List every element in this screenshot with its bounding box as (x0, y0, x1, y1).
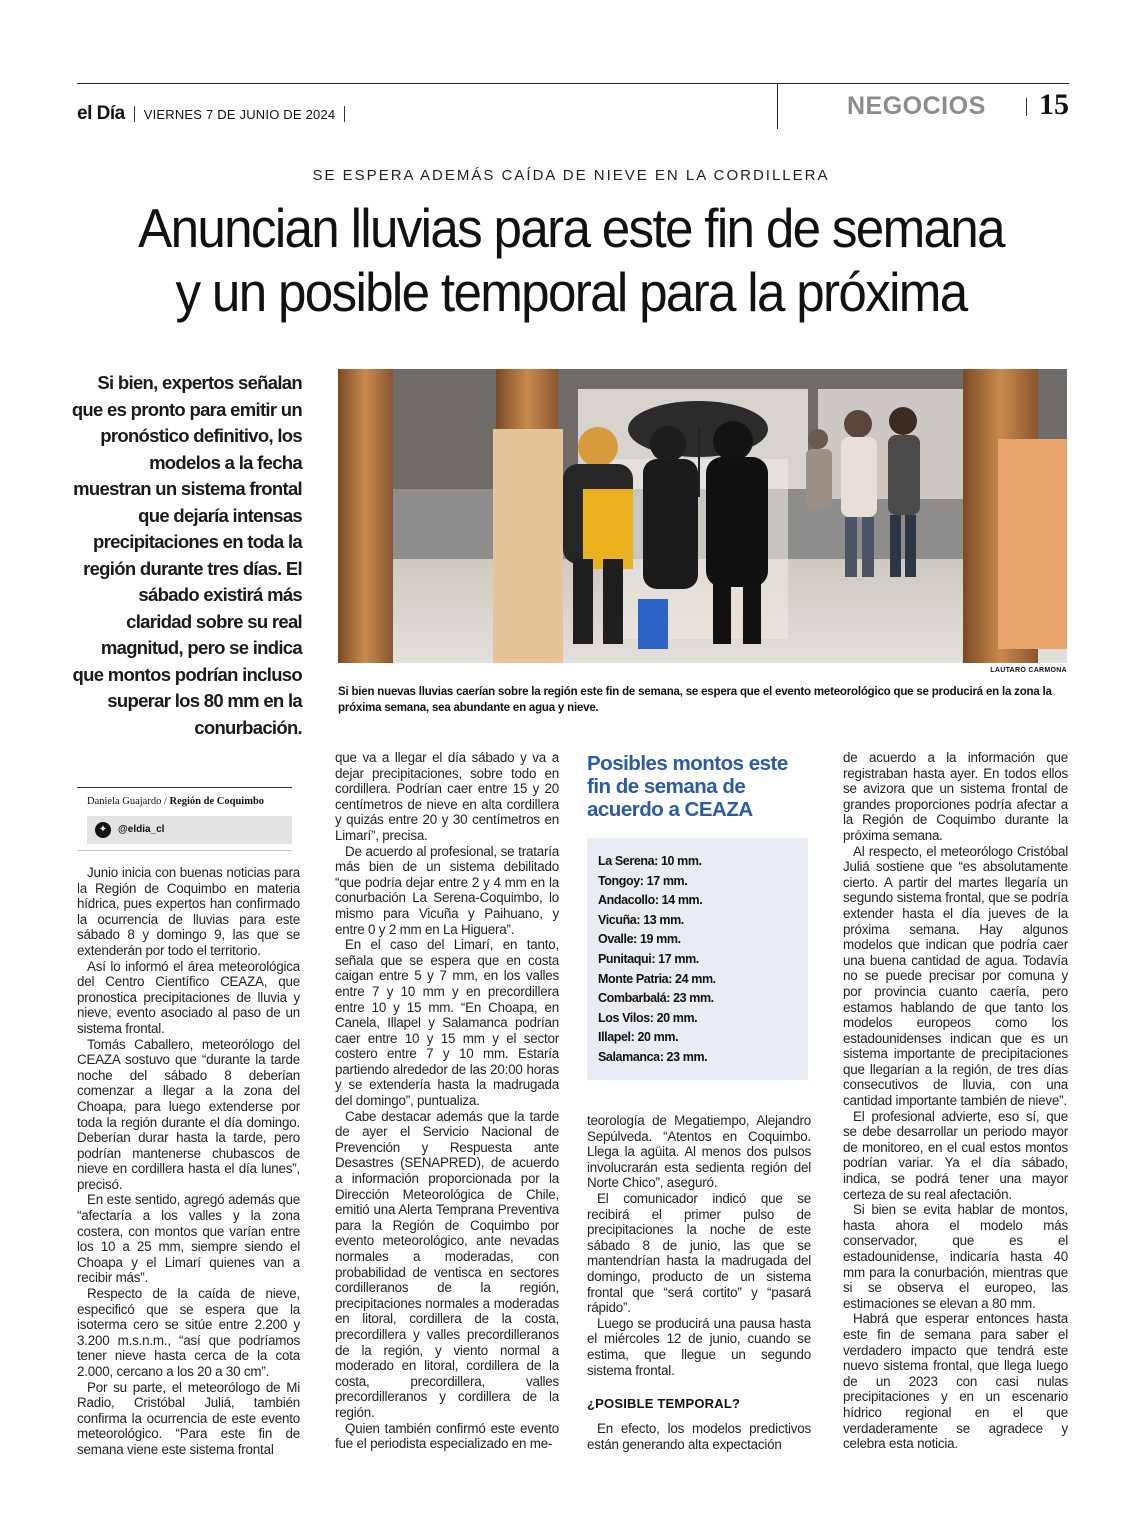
paragraph: El comunicador indicó que se recibirá el primer pulso de precipitaciones la noche de este sábado 8 de junio, las que se mantendrían hasta la madrugada del domingo, producto de un sistema frontal que “será cortito” y “pasará rápido”. (587, 1190, 811, 1316)
paragraph: En el caso del Limarí, en tanto, señala que se espera que en costa caigan entre 5 y 7 mm, en los valles entre 7 y 10 mm y en precordillera entre 10 y 15 mm. “En Choapa, en Canela, Illapel y Salamanca podrían caer entre 10 y 15 mm y el sector costero entre 7 y 10 mm. Estaría partiendo alrededor de las 20:00 horas y se extendería hasta la madrugada del domingo”, puntualiza. (335, 937, 559, 1109)
header-divider (777, 83, 778, 129)
paragraph: De acuerdo al profesional, se trataría más bien de un sistema debilitado “que podría dejar entre 2 y 4 mm en la conurbación La Serena-Coquimbo, lo mismo para Vicuña y Paihuano, y entre 0 y 2 mm en La Higuera”. (335, 843, 559, 937)
list-item: La Serena: 10 mm. (598, 854, 702, 868)
photo-credit: LAUTARO CARMONA (990, 667, 1067, 674)
byline-separator: / (161, 796, 170, 807)
rainfall-list (598, 852, 716, 1068)
lead-paragraph: Si bien, expertos señalan que es pronto para emitir un pronóstico definitivo, los modelos a la fecha muestran un sistema frontal que dejaría intensas precipitaciones en toda la región durante tres días. El sábado existirá más claridad sobre su real magnitud, pero se indica que montos podrían incluso superar los 80 mm en la conurbación. (71, 372, 302, 738)
paragraph: En efecto, los modelos predictivos están generando alta expectación (587, 1421, 811, 1452)
list-item: Salamanca: 23 mm. (598, 1049, 708, 1064)
twitter-handle: @eldia_cl (118, 824, 165, 835)
page-number: 15 (1039, 88, 1069, 121)
issue-date: VIERNES 7 DE JUNIO DE 2024 (143, 106, 336, 122)
paragraph: Junio inicia con buenas noticias para la Región de Coquimbo en materia hídrica, pues expertos han confirmado la ocurrencia de lluvias para este sábado 8 y domingo 9, las que se extenderán por todo el territorio. (77, 865, 300, 958)
paragraph: Cabe destacar además que la tarde de ayer el Servicio Nacional de Prevención y Respuesta ante Desastres (SENAPRED), de acuerdo a información proporcionada por la Dirección Meteorológica de Chile, emitió una Alerta Temprana Preventiva para la Región de Coquimbo por evento meteorológico, ante nevadas normales a moderadas, con probabilidad de ventisca en sectores cordilleranos de la región, precipitaciones normales a moderadas en litoral, cordillera de la costa, precordillera y valles precordilleranos de la región, y viento normal a moderado en litoral, cordillera de la costa, precordillera, valles precordilleranos y cordillera de la región. (335, 1108, 559, 1420)
news-photo (338, 369, 1067, 663)
list-item: Tongoy: 17 mm. (598, 873, 688, 888)
header-rule (77, 83, 1069, 84)
paragraph: Así lo informó el área meteorológica del Centro Científico CEAZA, que pronostica precipitaciones de lluvia y nieve, evento asociado al paso de un sistema frontal. (77, 958, 300, 1036)
list-item: Andacollo: 14 mm. (598, 893, 703, 908)
masthead (77, 100, 354, 128)
body-column-4 (843, 750, 1068, 1452)
section-name: NEGOCIOS (847, 92, 986, 120)
divider (344, 106, 345, 122)
list-item: Punitaqui: 17 mm. (598, 951, 699, 966)
author-name: Daniela Guajardo (87, 796, 162, 807)
paragraph: El profesional advierte, eso sí, que se debe desarrollar un periodo mayor de monitoreo, en el cual estos montos podrían variar. Ya el día sábado, indica, se podrá tener una mayor certeza de su real afectación. (843, 1108, 1068, 1202)
photo-caption: Si bien nuevas lluvias caerían sobre la región este fin de semana, se espera que el evento meteorológico que se producirá en la zona la próxima semana, sea abundante en agua y nieve. (338, 686, 1052, 714)
paragraph: Si bien se evita hablar de montos, hasta ahora el modelo más conservador, que es el estadounidense, indicaría hasta 40 mm para la conurbación, mientras que si se observa el europeo, las estimaciones se elevan a 80 mm. (843, 1202, 1068, 1311)
list-item: Ovalle: 19 mm. (598, 932, 681, 947)
paragraph: Quien también confirmó este evento fue el periodista especializado en me- (335, 1420, 559, 1452)
paragraph: que va a llegar el día sábado y va a dejar precipitaciones, sobre todo en cordillera. Podrían caer entre 15 y 20 centímetros de nieve en alta cordillera y quizás entre 20 y 30 centímetros en Limarí”, precisa. (335, 750, 559, 843)
list-item: Combarbalá: 23 mm. (598, 991, 714, 1006)
byline-region: Región de Coquimbo (169, 796, 265, 807)
sidebar-title: Posibles montos este fin de semana de acuerdo a CEAZA (587, 752, 788, 821)
twitter-icon: ✦ (95, 822, 111, 838)
body-column-3-continued (587, 1421, 811, 1452)
kicker: SE ESPERA ADEMÁS CAÍDA DE NIEVE EN LA CORDILLERA (312, 167, 830, 184)
body-column-3 (587, 1113, 811, 1378)
body-column-2 (335, 750, 559, 1452)
headline-line: y un posible temporal para la próxima (175, 261, 967, 323)
list-item: Los Vilos: 20 mm. (598, 1010, 698, 1025)
byline (87, 796, 264, 807)
list-item: Vicuña: 13 mm. (598, 912, 684, 927)
subheading: ¿POSIBLE TEMPORAL? (587, 1396, 741, 1411)
mall-scene-image (338, 369, 1067, 663)
newspaper-logo: el Día (77, 103, 125, 124)
body-column-1 (77, 865, 300, 1458)
paragraph: de acuerdo a la información que registraban hasta ayer. En todos ellos se avizora que un sistema frontal de grandes proporciones podría afectar a la Región de Coquimbo durante la próxima semana. (843, 750, 1068, 843)
list-item: Illapel: 20 mm. (598, 1030, 679, 1045)
paragraph: Habrá que esperar entonces hasta este fin de semana para saber el verdadero impacto que tendrá este nuevo sistema frontal, que llega luego de un 2023 con casi nulas precipitaciones y en un escenario hídrico regional en el que verdaderamente se agradece y celebra esta noticia. (843, 1311, 1068, 1452)
headline-line: Anuncian lluvias para este fin de semana (138, 197, 1004, 259)
paragraph: Tomás Caballero, meteorólogo del CEAZA sostuvo que “durante la tarde noche del sábado 8 deberían comenzar a llegar a la zona del Choapa, para luego extenderse por toda la región durante el día domingo. Deberían durar hasta la tarde, pero podrían mantenerse chubascos de nieve en cordillera hasta el día lunes”, precisó. (77, 1036, 300, 1192)
paragraph: Respecto de la caída de nieve, especificó que se espera que la isoterma cero se sitúe entre 2.200 y 3.200 m.s.n.m., “así que podríamos tener nieve hasta cerca de la cota 2.000, cercano a los 20 a 30 cm”. (77, 1286, 300, 1379)
paragraph: Por su parte, el meteorólogo de Mi Radio, Cristóbal Juliá, también confirma la ocurrencia de este evento meteorológico. “Para este fin de semana viene este sistema frontal (77, 1379, 300, 1457)
divider (1026, 98, 1027, 116)
divider (134, 106, 135, 122)
paragraph: Luego se producirá una pausa hasta el miércoles 12 de junio, cuando se estima, que llegue un segundo sistema frontal. (587, 1315, 811, 1378)
paragraph: teorología de Megatiempo, Alejandro Sepúlveda. “Atentos en Coquimbo. Llega la agüita. Al menos dos pulsos involucrarán esta sedienta región del Norte Chico”, aseguró. (587, 1113, 811, 1191)
paragraph: En este sentido, agregó además que “afectaría a los valles y la zona costera, con montos que varían entre los 10 a 25 mm, siempre siendo el Choapa y el Limarí quienes van a recibir más”. (77, 1192, 300, 1286)
headline (68, 196, 1074, 324)
list-item: Monte Patria: 24 mm. (598, 971, 716, 986)
paragraph: Al respecto, el meteorólogo Cristóbal Juliá sostiene que “es absolutamente cierto. A partir del martes llegaría un segundo sistema frontal, que se podría extender hasta el día jueves de la próxima semana. Hay algunos modelos que indican que podría caer una buena cantidad de agua. Todavía no se puede precisar por comuna y por provincia cuanto caería, pero estamos hablando de que tanto los modelos europeos como los estadounidenses indican que es un sistema importante de precipitaciones que llegarían a la región, de tres días consecutivos de lluvia, con una cantidad importante también de nieve”. (843, 843, 1068, 1109)
